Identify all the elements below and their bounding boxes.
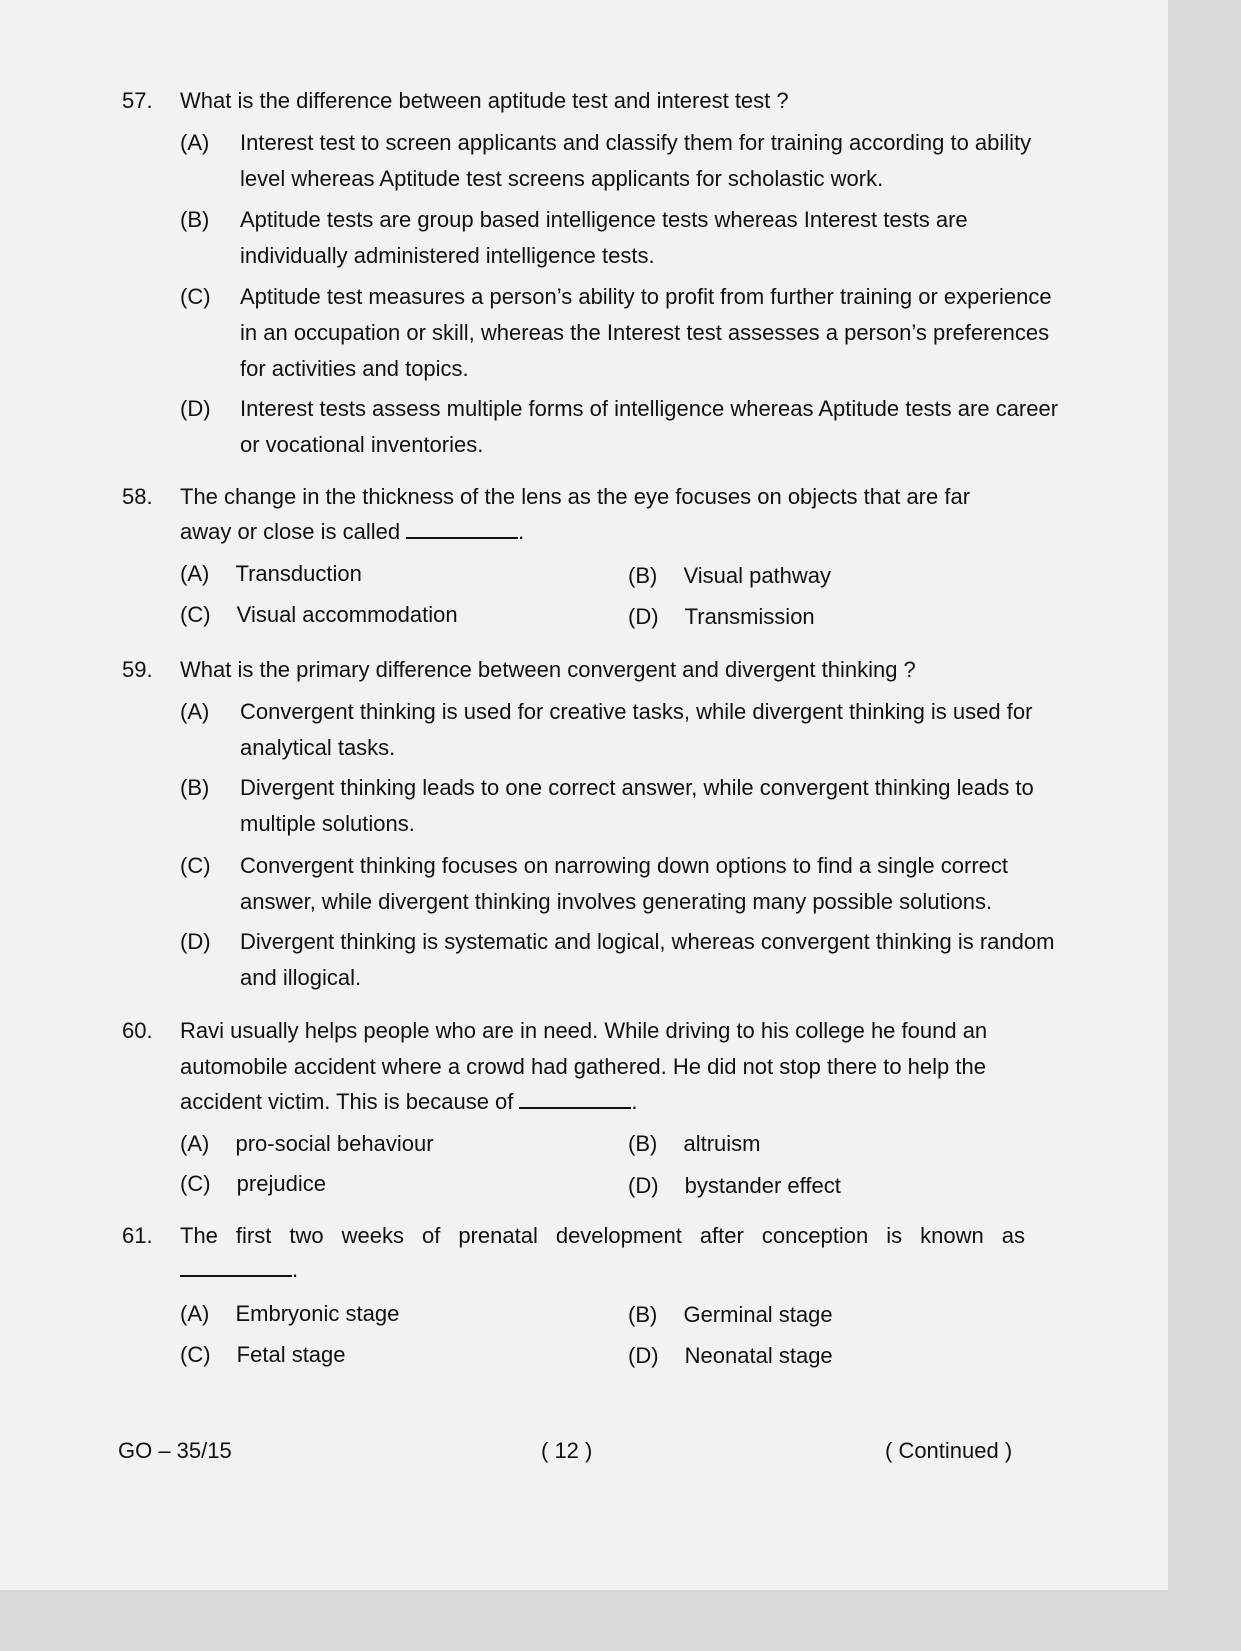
option-b [628, 1297, 833, 1333]
option-text: Transmission [684, 604, 815, 629]
option-text: Aptitude test measures a person’s ability to profit from further training or experience in an occupation or skill, whereas the Interest test assesses a person’s preferences for activities and topics. [240, 284, 1052, 381]
option-c [180, 597, 458, 633]
option-label: (C) [180, 1342, 211, 1367]
option-text: Neonatal stage [684, 1343, 833, 1368]
continued-label: ( Continued ) [885, 1438, 1013, 1463]
question-text-line-2: . [180, 1252, 1060, 1288]
question-text-line-1: The change in the thickness of the lens as the eye focuses on objects that are far [180, 484, 971, 509]
option-label: (C) [180, 853, 211, 878]
option-d [628, 599, 815, 635]
option-text: Convergent thinking focuses on narrowing down options to find a single correct answer, while divergent thinking involves generating many possible solutions. [240, 853, 1009, 914]
question-text: What is the primary difference between convergent and divergent thinking ? [180, 657, 916, 682]
option-text: prejudice [236, 1171, 326, 1196]
option-text: Divergent thinking is systematic and logical, whereas convergent thinking is random and illogical. [240, 929, 1055, 990]
option-label: (D) [628, 1173, 659, 1198]
option-text: Aptitude tests are group based intelligence tests whereas Interest tests are individually administered intelligence tests. [240, 207, 968, 268]
option-text: altruism [683, 1131, 761, 1156]
option-text: bystander effect [684, 1173, 841, 1198]
question-number: 59. [122, 657, 153, 682]
option-label: (B) [628, 563, 658, 588]
question-number: 57. [122, 88, 153, 113]
option-c [180, 1166, 326, 1202]
option-text: Convergent thinking is used for creative tasks, while divergent thinking is used for analytical tasks. [240, 699, 1033, 760]
question-text: accident victim. This is because of [180, 1089, 514, 1114]
option-label: (A) [180, 130, 210, 155]
option-label: (A) [180, 699, 210, 724]
option-label: (A) [180, 1131, 210, 1156]
option-text: Interest tests assess multiple forms of intelligence whereas Aptitude tests are career or vocational inventories. [240, 396, 1059, 457]
question-number: 61. [122, 1223, 153, 1248]
option-text: Visual pathway [683, 563, 832, 588]
option-label: (D) [180, 396, 211, 421]
answer-blank [180, 1255, 292, 1277]
question-text-line-3: accident victim. This is because of . [180, 1089, 638, 1114]
question-number: 60. [122, 1018, 153, 1043]
option-d [628, 1168, 841, 1204]
answer-blank [406, 517, 518, 539]
question-text: away or close is called [180, 519, 401, 544]
option-label: (B) [180, 775, 210, 800]
question-number: 58. [122, 484, 153, 509]
option-b [628, 1126, 760, 1162]
option-label: (D) [628, 604, 659, 629]
option-c [180, 1337, 346, 1373]
option-label: (B) [180, 207, 210, 232]
option-label: (D) [628, 1343, 659, 1368]
page-number: ( 12 ) [541, 1438, 593, 1463]
option-b [628, 558, 831, 594]
option-text: pro-social behaviour [235, 1131, 434, 1156]
question-text-line-2: automobile accident where a crowd had gathered. He did not stop there to help the [180, 1054, 986, 1079]
option-text: Fetal stage [236, 1342, 346, 1367]
option-label: (B) [628, 1302, 658, 1327]
question-text-line-1: Ravi usually helps people who are in need. While driving to his college he found an [180, 1018, 988, 1043]
option-text: Interest test to screen applicants and classify them for training according to ability level whereas Aptitude test screens applicants for scholastic work. [240, 130, 1032, 191]
option-text: Germinal stage [683, 1302, 833, 1327]
option-label: (C) [180, 602, 211, 627]
option-label: (D) [180, 929, 211, 954]
option-text: Visual accommodation [236, 602, 458, 627]
option-text: Embryonic stage [235, 1301, 400, 1326]
option-label: (A) [180, 561, 210, 586]
question-text-line-2: away or close is called . [180, 519, 525, 544]
option-a [180, 1296, 399, 1332]
option-text: Transduction [235, 561, 362, 586]
answer-blank [519, 1087, 631, 1109]
option-a [180, 1126, 434, 1162]
option-label: (C) [180, 1171, 211, 1196]
option-label: (B) [628, 1131, 658, 1156]
option-a [180, 556, 362, 592]
question-text: What is the difference between aptitude test and interest test ? [180, 88, 789, 113]
option-label: (A) [180, 1301, 210, 1326]
option-label: (C) [180, 284, 211, 309]
question-text: The first two weeks of prenatal development after conception is known as [180, 1223, 1025, 1248]
option-text: Divergent thinking leads to one correct answer, while convergent thinking leads to multiple solutions. [240, 775, 1034, 836]
option-d [628, 1338, 833, 1374]
paper-code: GO – 35/15 [118, 1438, 232, 1463]
